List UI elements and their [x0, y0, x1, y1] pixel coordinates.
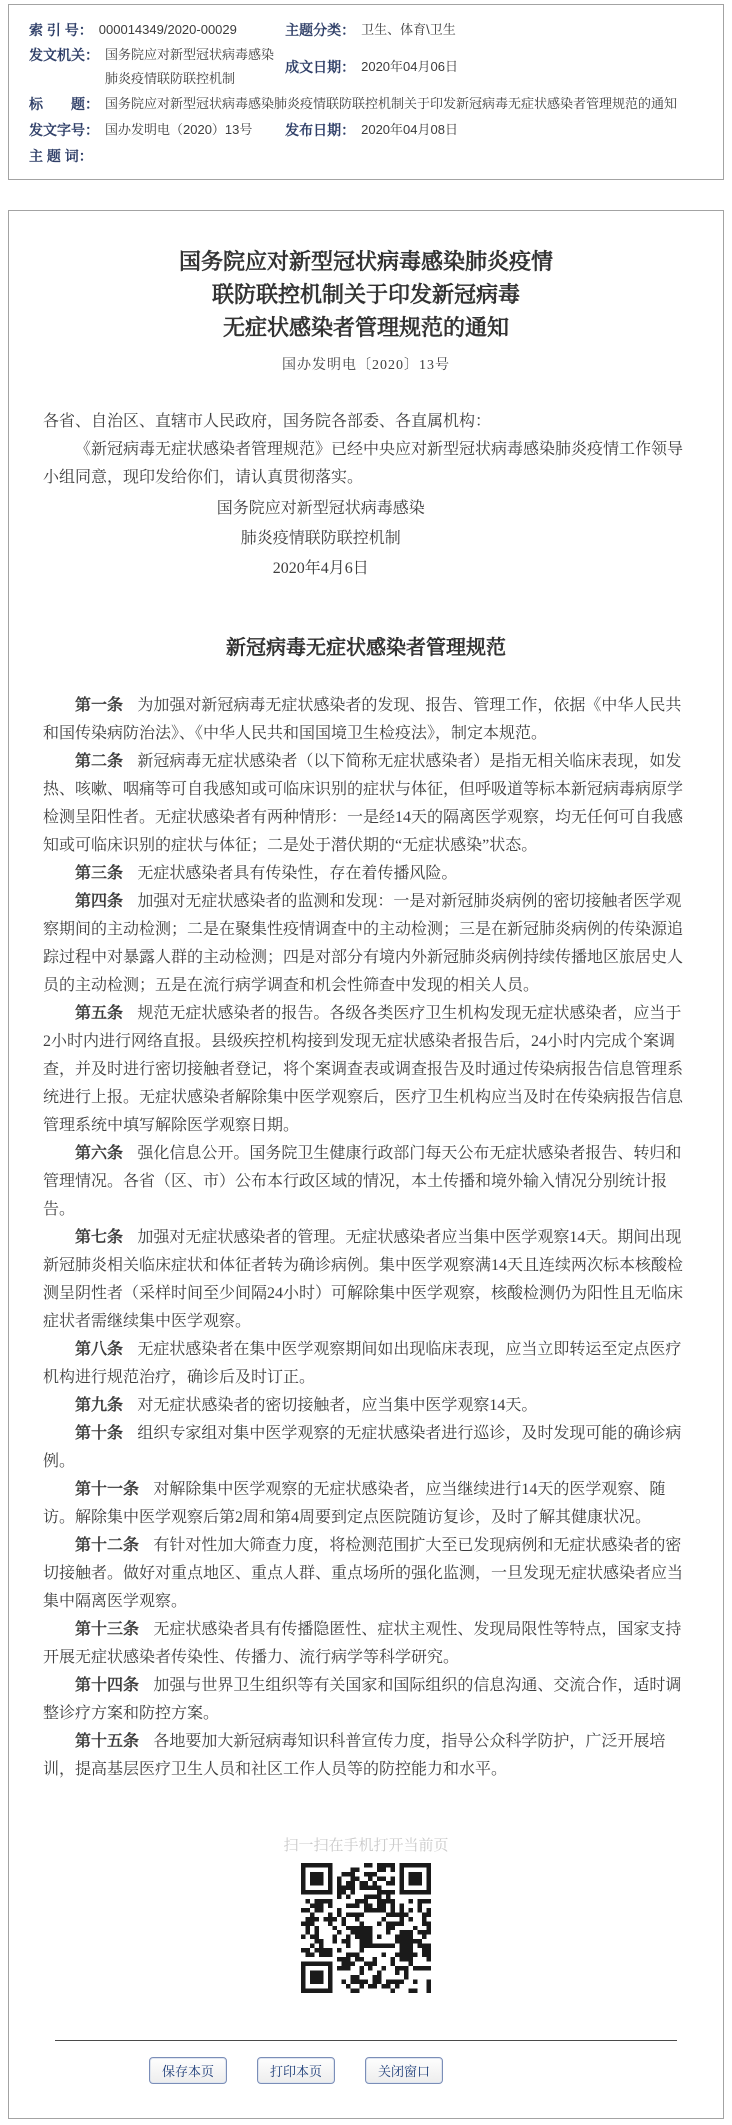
article-10 — [43, 1420, 689, 1476]
article-3 — [43, 860, 689, 888]
article-14 — [43, 1672, 689, 1728]
article-3-label: 第三条 — [75, 865, 124, 882]
intro-paragraph: 《新冠病毒无症状感染者管理规范》已经中央应对新型冠状病毒感染肺炎疫情工作领导小组同意，现印发给你们，请认真贯彻落实。 — [43, 441, 684, 486]
article-4-text: 加强对无症状感染者的监测和发现：一是对新冠肺炎病例的密切接触者医学观察期间的主动检测；二是在聚集性疫情调查中的主动检测；三是在新冠肺炎病例的传染源追踪过程中对暴露人群的主动检测；四是对部分有境内外新冠肺炎病例持续传播地区旅居史人员的主动检测；五是在流行病学调查和机会性筛查中发现的相关人员。 — [43, 893, 684, 994]
article-10-text: 组织专家组对集中医学观察的无症状感染者进行巡诊，及时发现可能的确诊病例。 — [43, 1425, 682, 1470]
info-row-keywords — [29, 143, 703, 169]
article-15-text: 各地要加大新冠病毒知识科普宣传力度，指导公众科学防护，广泛开展培训，提高基层医疗卫生人员和社区工作人员等的防控能力和水平。 — [43, 1733, 666, 1778]
written-date-label: 成文日期： — [285, 59, 356, 75]
article-13 — [43, 1616, 689, 1672]
article-5 — [43, 1000, 689, 1140]
article-3-text: 无症状感染者具有传染性，存在着传播风险。 — [137, 865, 458, 882]
info-row-index-topic — [29, 17, 703, 43]
footer-buttons — [43, 2057, 549, 2084]
written-date-cell — [285, 55, 703, 79]
article-10-label: 第十条 — [75, 1425, 124, 1442]
article-12-text: 有针对性加大筛查力度，将检测范围扩大至已发现病例和无症状感染者的密切接触者。做好对重点地区、重点人群、重点场所的强化监测，一旦发现无症状感染者应当集中隔离医学观察。 — [43, 1537, 684, 1610]
written-date-value: 2020年04月06日 — [361, 59, 458, 74]
article-8-label: 第八条 — [75, 1341, 124, 1358]
publish-date-cell — [285, 118, 703, 142]
salutation: 各省、自治区、直辖市人民政府，国务院各部委、各直属机构： — [43, 413, 492, 430]
index-number-cell — [29, 18, 285, 42]
close-window-button[interactable]: 关闭窗口 — [365, 2057, 443, 2084]
issuing-agency-label: 发文机关： — [29, 47, 99, 63]
articles-list — [43, 692, 689, 1784]
index-number-value: 000014349/2020-00029 — [98, 22, 237, 37]
info-row-title — [29, 91, 703, 117]
topic-cell — [285, 18, 703, 42]
article-15-label: 第十五条 — [75, 1733, 140, 1750]
issuing-agency-value: 国务院应对新型冠状病毒感染肺炎疫情联防联控机制 — [105, 47, 275, 86]
article-14-label: 第十四条 — [75, 1677, 140, 1694]
article-1-label: 第一条 — [75, 697, 124, 714]
article-13-text: 无症状感染者具有传播隐匿性、症状主观性、发现局限性等特点，国家支持开展无症状感染者传染性、传播力、流行病学等科学研究。 — [43, 1621, 682, 1666]
qr-code-icon — [301, 1863, 431, 1993]
signature-date: 2020年4月6日 — [272, 560, 369, 577]
keywords-cell — [29, 144, 703, 168]
qr-area — [43, 1834, 689, 1998]
article-8-text: 无症状感染者在集中医学观察期间如出现临床表现，应当立即转运至定点医疗机构进行规范治疗，确诊后及时订正。 — [43, 1341, 682, 1386]
signature-line-1: 国务院应对新型冠状病毒感染 — [216, 500, 425, 517]
article-4-label: 第四条 — [75, 893, 124, 910]
article-2-label: 第二条 — [75, 753, 124, 770]
title-value: 国务院应对新型冠状病毒感染肺炎疫情联防联控机制关于印发新冠病毒无症状感染者管理规范的通知 — [105, 96, 678, 111]
document-body — [8, 210, 724, 2119]
article-11-text: 对解除集中医学观察的无症状感染者，应当继续进行14天的医学观察、随访。解除集中医学观察后第2周和第4周要到定点医院随访复诊，及时了解其健康状况。 — [43, 1481, 666, 1526]
article-5-text: 规范无症状感染者的报告。各级各类医疗卫生机构发现无症状感染者，应当于2小时内进行网络直报。县级疾控机构接到发现无症状感染者报告后，24小时内完成个案调查，并及时进行密切接触者登记，将个案调查表或调查报告及时通过传染病报告信息管理系统进行上报。无症状感染者解除集中医学观察后，医疗卫生机构应当及时在传染病报告信息管理系统中填写解除医学观察日期。 — [43, 1005, 684, 1134]
footer-divider — [55, 2040, 677, 2041]
article-14-text: 加强与世界卫生组织等有关国家和国际组织的信息沟通、交流合作，适时调整诊疗方案和防控方案。 — [43, 1677, 682, 1722]
doc-number-value: 国办发明电（2020）13号 — [105, 122, 253, 137]
article-5-label: 第五条 — [75, 1005, 124, 1022]
article-8 — [43, 1336, 689, 1392]
document-title — [43, 245, 689, 344]
index-number-label: 索 引 号： — [29, 22, 93, 38]
publish-date-value: 2020年04月08日 — [361, 122, 458, 137]
document-info-table — [8, 4, 724, 180]
document-title-line-1: 国务院应对新型冠状病毒感染肺炎疫情 — [178, 249, 553, 274]
info-row-number-publish — [29, 117, 703, 143]
article-9-text: 对无症状感染者的密切接触者，应当集中医学观察14天。 — [137, 1397, 538, 1414]
publish-date-label: 发布日期： — [285, 122, 356, 138]
article-12 — [43, 1532, 689, 1616]
article-11-label: 第十一条 — [75, 1481, 140, 1498]
title-label: 标 题： — [29, 96, 99, 112]
article-6-label: 第六条 — [75, 1145, 124, 1162]
topic-label: 主题分类： — [285, 22, 356, 38]
article-6 — [43, 1140, 689, 1224]
article-12-label: 第十二条 — [75, 1537, 140, 1554]
issuing-agency-cell — [29, 43, 285, 91]
article-2 — [43, 748, 689, 860]
qr-caption: 扫一扫在手机打开当前页 — [283, 1837, 449, 1854]
article-2-text: 新冠病毒无症状感染者（以下简称无症状感染者）是指无相关临床表现，如发热、咳嗽、咽痛等可自我感知或可临床识别的症状与体征，但呼吸道等标本新冠病毒病原学检测呈阳性者。无症状感染者有两种情形：一是经14天的隔离医学观察，均无任何可自我感知或可临床识别的症状与体征；二是处于潜伏期的“无症状感染”状态。 — [43, 753, 684, 854]
title-cell — [29, 92, 703, 116]
article-13-label: 第十三条 — [75, 1621, 140, 1638]
topic-value: 卫生、体育\卫生 — [361, 22, 456, 37]
article-9 — [43, 1392, 689, 1420]
page — [0, 4, 732, 2119]
article-7-text: 加强对无症状感染者的管理。无症状感染者应当集中医学观察14天。期间出现新冠肺炎相关临床症状和体征者转为确诊病例。集中医学观察满14天且连续两次标本核酸检测呈阴性者（采样时间至少间隔24小时）可解除集中医学观察，核酸检测仍为阳性且无临床症状者需继续集中医学观察。 — [43, 1229, 684, 1330]
article-11 — [43, 1476, 689, 1532]
signature-block — [43, 494, 599, 584]
article-6-text: 强化信息公开。国务院卫生健康行政部门每天公布无症状感染者报告、转归和管理情况。各省（区、市）公布本行政区域的情况，本土传播和境外输入情况分别统计报告。 — [43, 1145, 682, 1218]
info-row-agency-date — [29, 43, 703, 91]
doc-number-label: 发文字号： — [29, 122, 99, 138]
document-content — [43, 408, 689, 1784]
article-15 — [43, 1728, 689, 1784]
article-1 — [43, 692, 689, 748]
document-number: 国办发明电〔2020〕13号 — [282, 358, 450, 373]
article-9-label: 第九条 — [75, 1397, 124, 1414]
doc-number-cell — [29, 118, 285, 142]
keywords-label: 主 题 词： — [29, 148, 93, 164]
save-page-button[interactable]: 保存本页 — [149, 2057, 227, 2084]
section-title: 新冠病毒无症状感染者管理规范 — [226, 637, 506, 659]
article-4 — [43, 888, 689, 1000]
signature-line-2: 肺炎疫情联防联控机制 — [240, 530, 401, 547]
print-page-button[interactable]: 打印本页 — [257, 2057, 335, 2084]
article-7 — [43, 1224, 689, 1336]
article-7-label: 第七条 — [75, 1229, 124, 1246]
article-1-text: 为加强对新冠病毒无症状感染者的发现、报告、管理工作，依据《中华人民共和国传染病防治法》、《中华人民共和国国境卫生检疫法》，制定本规范。 — [43, 697, 682, 742]
document-title-line-3: 无症状感染者管理规范的通知 — [222, 315, 509, 340]
document-title-line-2: 联防联控机制关于印发新冠病毒 — [211, 282, 520, 307]
